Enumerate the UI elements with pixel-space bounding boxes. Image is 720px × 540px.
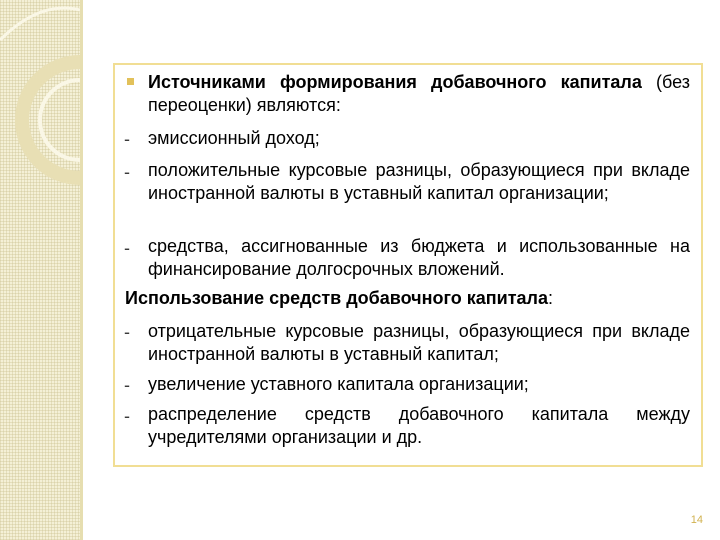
- list-marker: -: [124, 238, 130, 258]
- decorative-circles: [0, 0, 80, 540]
- list-marker: -: [124, 406, 130, 426]
- usage-heading-bold: Использование средств добавочного капитала: [125, 288, 548, 308]
- decorative-side-panel: [0, 0, 80, 540]
- side-panel-edge: [80, 0, 83, 540]
- usage-item-distribution-to-founders: распределение средств добавочного капитала между учредителями организации и др.: [148, 404, 690, 447]
- usage-heading-colon: :: [547, 288, 553, 308]
- sources-intro: [148, 71, 690, 116]
- list-marker: -: [124, 375, 130, 395]
- list-marker: -: [124, 129, 130, 149]
- sources-intro-bold: Источниками формирования добавочного капитала: [148, 72, 642, 92]
- sources-intro-rest: (без переоценки) являются:: [148, 72, 690, 115]
- source-item-budget-funds: средства, ассигнованные из бюджета и использованные на финансирование долгосрочных вложений.: [148, 236, 690, 279]
- usage-item-capital-increase: увеличение уставного капитала организации;: [148, 374, 529, 394]
- source-item-positive-exchange-differences: положительные курсовые разницы, образующиеся при вкладе иностранной валюты в уставный капитал организации;: [148, 160, 690, 203]
- usage-item-negative-exchange-differences: отрицательные курсовые разницы, образующиеся при вкладе иностранной валюты в уставный капитал;: [148, 321, 690, 364]
- bullet-square-icon: [127, 78, 134, 85]
- usage-heading: [125, 287, 553, 310]
- list-marker: -: [124, 322, 130, 342]
- source-item-emission-income: эмиссионный доход;: [148, 128, 320, 148]
- page-number: 14: [690, 514, 703, 526]
- list-marker: -: [124, 162, 130, 182]
